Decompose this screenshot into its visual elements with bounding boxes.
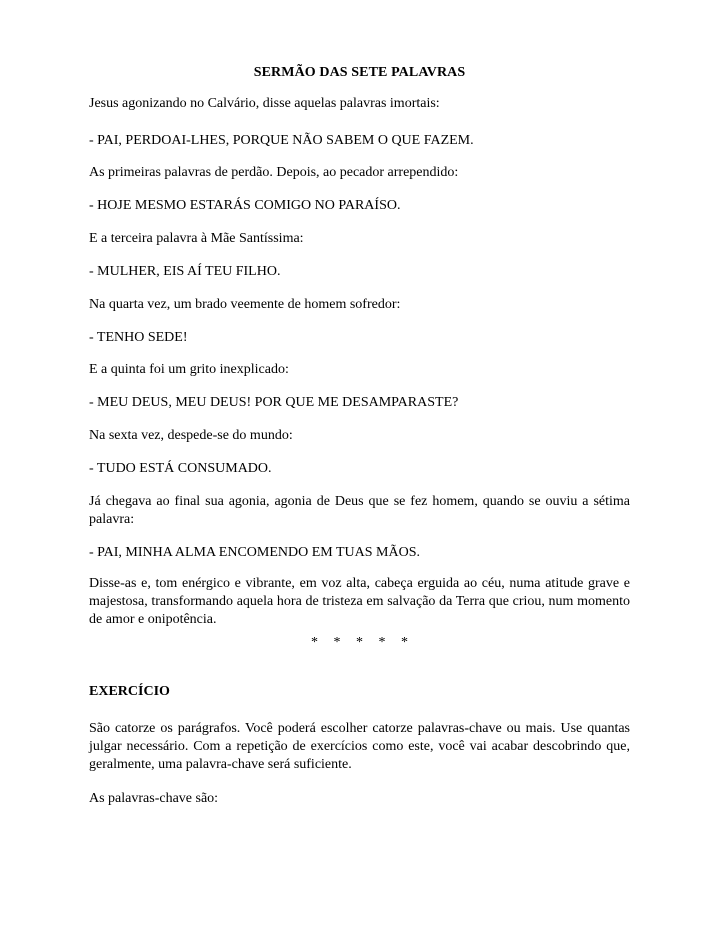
paragraph-2: As primeiras palavras de perdão. Depois, ao pecador arrependido: xyxy=(89,165,459,180)
section-separator: * * * * * xyxy=(311,635,408,650)
quote-7: - PAI, MINHA ALMA ENCOMENDO EM TUAS MÃOS. xyxy=(89,545,420,560)
quote-2: - HOJE MESMO ESTARÁS COMIGO NO PARAÍSO. xyxy=(89,198,401,213)
quote-4: - TENHO SEDE! xyxy=(89,330,188,345)
paragraph-8: Disse-as e, tom enérgico e vibrante, em voz alta, cabeça erguida ao céu, numa atitude grave e majestosa, transformando aquela hora de tristeza em salvação da Terra que criou, num momento de amor e onipotência. xyxy=(89,576,630,627)
paragraph-5: E a quinta foi um grito inexplicado: xyxy=(89,362,289,377)
paragraph-6: Na sexta vez, despede-se do mundo: xyxy=(89,428,293,443)
quote-6: - TUDO ESTÁ CONSUMADO. xyxy=(89,461,272,476)
quote-1: - PAI, PERDOAI-LHES, PORQUE NÃO SABEM O QUE FAZEM. xyxy=(89,133,474,148)
paragraph-1: Jesus agonizando no Calvário, disse aquelas palavras imortais: xyxy=(89,96,440,111)
exercise-text: São catorze os parágrafos. Você poderá escolher catorze palavras-chave ou mais. Use quantas julgar necessário. Com a repetição de exercícios como este, você vai acabar descobrindo que, geralmente, uma palavra-chave será suficiente. xyxy=(89,721,630,772)
quote-3: - MULHER, EIS AÍ TEU FILHO. xyxy=(89,264,281,279)
document-title: SERMÃO DAS SETE PALAVRAS xyxy=(253,65,466,80)
paragraph-3: E a terceira palavra à Mãe Santíssima: xyxy=(89,231,304,246)
exercise-heading: EXERCÍCIO xyxy=(89,684,170,699)
paragraph-4: Na quarta vez, um brado veemente de homem sofredor: xyxy=(89,297,401,312)
quote-5: - MEU DEUS, MEU DEUS! POR QUE ME DESAMPARASTE? xyxy=(89,395,459,410)
paragraph-7: Já chegava ao final sua agonia, agonia de Deus que se fez homem, quando se ouviu a sétima palavra: xyxy=(89,494,630,527)
keywords-intro: As palavras-chave são: xyxy=(89,791,219,806)
